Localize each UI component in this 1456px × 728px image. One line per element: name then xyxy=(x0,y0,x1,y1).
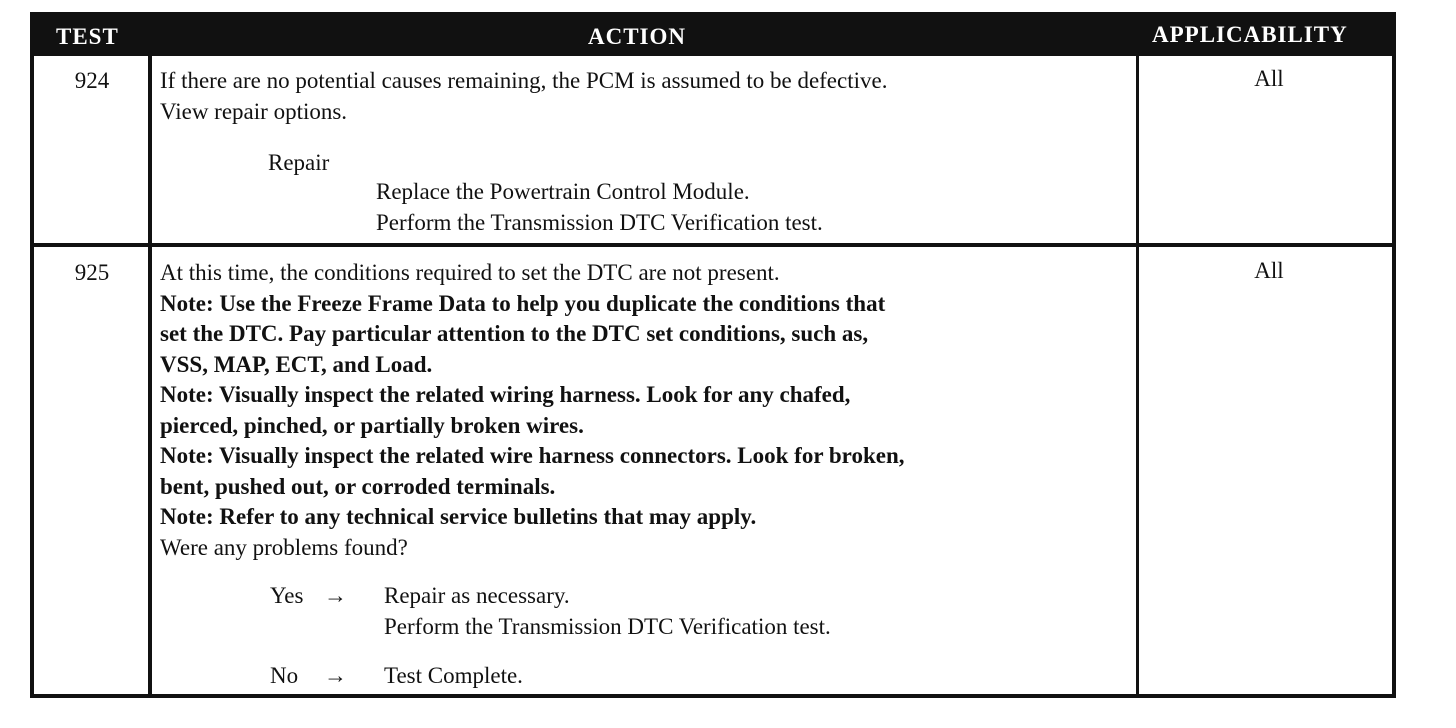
arrow-icon: → xyxy=(324,583,347,608)
diagnostic-table xyxy=(30,12,1396,698)
repair-label: Repair xyxy=(268,150,330,175)
note-line: Note: Refer to any technical service bulletins that may apply. xyxy=(160,504,757,529)
yes-label: Yes xyxy=(270,583,304,608)
note-line: Note: Use the Freeze Frame Data to help you duplicate the conditions that xyxy=(160,290,886,316)
note-line: Note: Visually inspect the related wiring harness. Look for any chafed, xyxy=(160,382,851,407)
note-line: Note: Visually inspect the related wire harness connectors. Look for broken, xyxy=(160,443,905,468)
action-intro: If there are no potential causes remaining, the PCM is assumed to be defective. View repair options. xyxy=(160,68,888,124)
header-applicability: APPLICABILITY xyxy=(1152,22,1348,47)
no-line: Test Complete. xyxy=(384,663,523,688)
test-number: 924 xyxy=(74,68,110,93)
note-line: bent, pushed out, or corroded terminals. xyxy=(160,473,556,499)
table-header xyxy=(34,16,1392,56)
question: Were any problems found? xyxy=(160,534,408,560)
note-line: set the DTC. Pay particular attention to the DTC set conditions, such as, xyxy=(160,321,869,346)
no-label: No xyxy=(270,663,299,688)
action-text: At this time, the conditions required to set the DTC are not present. Note: Use the Freeze Frame Data to help you duplicate the conditions that set the DTC. Pay particular attention to the DTC set conditions, such as, VSS, MAP, ECT, and Load. Note: Visually inspect the related wiring harness. Look for any chafed, pierced, pinched, or partially broken wires. Note: Visually inspect the related wire harness connectors. Look for broken, bent, pushed out, or corroded terminals. Note: Refer to any technical service bulletins that may apply. Were any problems found? xyxy=(160,258,905,563)
note-line: pierced, pinched, or partially broken wires. xyxy=(160,412,584,438)
row-divider xyxy=(34,243,1392,247)
header-test: TEST xyxy=(56,24,119,49)
applicability-value: All xyxy=(1254,66,1284,91)
test-number: 925 xyxy=(74,260,110,285)
header-action: ACTION xyxy=(588,24,687,49)
applicability-value: All xyxy=(1254,258,1284,283)
note-line: VSS, MAP, ECT, and Load. xyxy=(160,351,433,377)
arrow-icon: → xyxy=(324,663,347,688)
repair-lines: Replace the Powertrain Control Module. Perform the Transmission DTC Verification test. xyxy=(376,179,823,235)
column-divider xyxy=(148,16,152,694)
column-divider xyxy=(1136,16,1139,694)
yes-lines: Repair as necessary. Perform the Transmission DTC Verification test. xyxy=(384,583,831,639)
